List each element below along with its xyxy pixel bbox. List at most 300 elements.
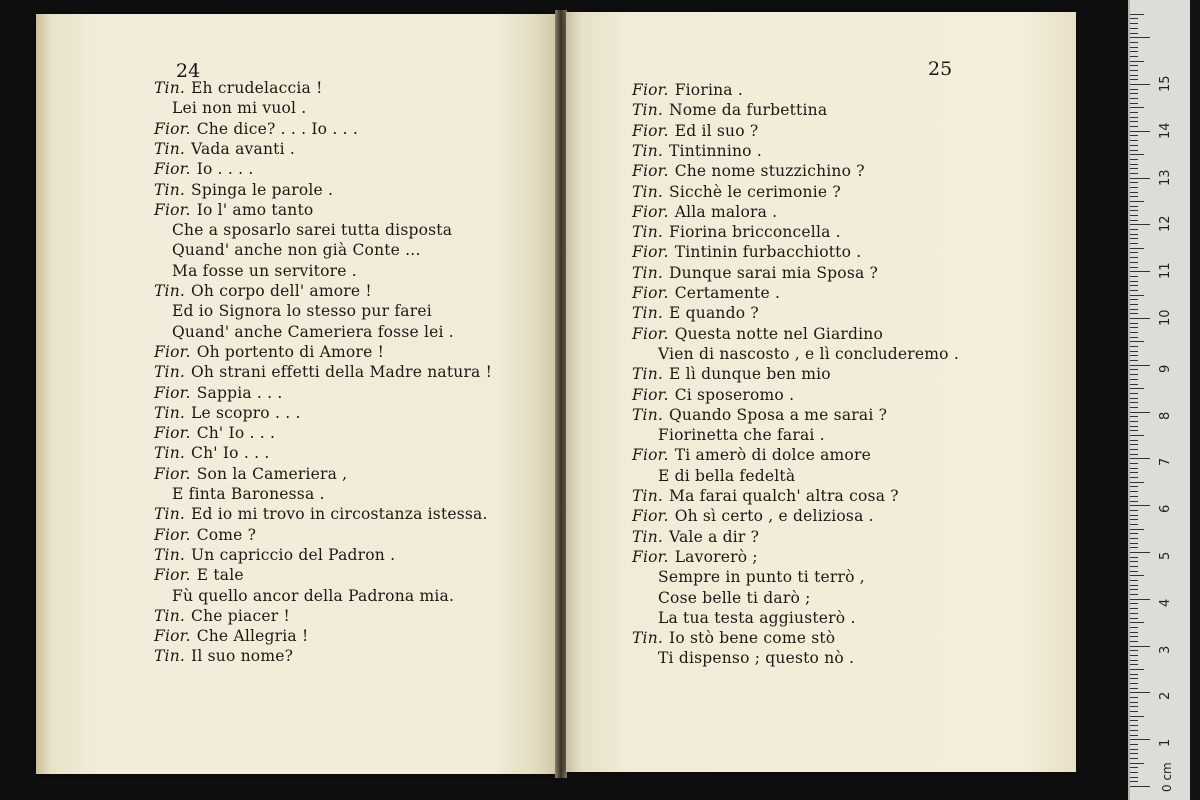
ruler-tick [1130, 365, 1150, 366]
dialogue-text: Dunque sarai mia Sposa ? [669, 263, 879, 282]
left_page-line [36, 403, 557, 423]
ruler-unit-label: 0 cm [1160, 762, 1174, 792]
ruler-tick [1130, 674, 1138, 675]
right_page-line [566, 121, 1076, 141]
ruler-tick [1130, 327, 1138, 328]
ruler-tick [1130, 238, 1138, 239]
ruler-tick [1130, 145, 1138, 146]
dialogue-text: Oh portento di Amore ! [196, 342, 385, 361]
speaker-label: Fior. [632, 284, 669, 302]
ruler-tick [1130, 70, 1138, 71]
ruler-tick [1130, 323, 1138, 324]
speaker-label: Fior. [154, 160, 191, 179]
right_page-line [566, 283, 1076, 303]
ruler-tick [1130, 777, 1138, 778]
dialogue-text: Il suo nome? [191, 647, 294, 666]
ruler-tick [1130, 655, 1138, 656]
ruler-number: 10 [1158, 309, 1173, 326]
speaker-label: Fior. [154, 383, 191, 402]
dialogue-text: Sicchè le cerimonie ? [669, 182, 841, 201]
speaker-label: Fior. [154, 424, 191, 443]
ruler-tick [1130, 257, 1138, 258]
right_page-line [566, 588, 1076, 608]
speaker-label: Tin. [632, 101, 664, 120]
right_page-line [566, 385, 1076, 405]
dialogue-text: E quando ? [669, 304, 759, 323]
ruler-tick [1130, 571, 1138, 572]
ruler-tick [1130, 664, 1138, 665]
speaker-label: Tin. [154, 403, 186, 422]
speaker-label: Fior. [632, 507, 669, 526]
dialogue-text: Vada avanti . [191, 139, 295, 158]
speaker-label: Tin. [154, 444, 186, 463]
left_page-line [36, 646, 557, 666]
ruler-tick [1130, 767, 1138, 768]
right_page-line [566, 303, 1076, 323]
ruler-tick [1130, 561, 1138, 562]
ruler-tick [1130, 786, 1150, 787]
dialogue-text: Come ? [196, 525, 257, 544]
left_page-line [36, 565, 557, 585]
left_page-line [36, 159, 557, 179]
ruler-number: 12 [1158, 215, 1173, 233]
ruler-tick [1130, 126, 1138, 127]
ruler-tick [1130, 454, 1138, 455]
ruler-tick [1130, 37, 1150, 38]
ruler-tick [1130, 781, 1138, 782]
dialogue-text: Che piacer ! [191, 606, 290, 625]
dialogue-text: Le scopro . . . [191, 403, 301, 422]
ruler-number: 4 [1158, 598, 1173, 607]
ruler-tick [1130, 735, 1138, 736]
ruler-tick [1130, 196, 1138, 197]
ruler-tick [1130, 248, 1144, 249]
ruler-tick [1130, 763, 1144, 764]
right-page-number: 25 [928, 58, 953, 80]
ruler-tick [1130, 18, 1138, 19]
dialogue-text: Ci sposeromo . [674, 385, 795, 404]
ruler-tick [1130, 692, 1150, 693]
ruler-tick [1130, 159, 1138, 160]
dialogue-text: Ma fosse un servitore . [172, 261, 357, 280]
ruler-tick [1130, 332, 1138, 333]
ruler-tick [1130, 515, 1138, 516]
right-page [566, 12, 1076, 772]
right_page-line [566, 466, 1076, 486]
dialogue-text: Ed io Signora lo stesso pur farei [172, 302, 432, 321]
left-page [36, 14, 557, 774]
ruler-tick [1130, 402, 1138, 403]
speaker-label: Tin. [632, 527, 664, 546]
right_page-line [566, 567, 1076, 587]
speaker-label: Tin. [154, 363, 186, 382]
ruler-number: 7 [1158, 458, 1173, 467]
right_page-line [566, 100, 1076, 120]
ruler-tick [1130, 379, 1138, 380]
dialogue-text: Io l' amo tanto [196, 200, 314, 219]
ruler-tick [1130, 575, 1144, 576]
right-page-lines [566, 12, 1076, 772]
dialogue-text: Spinga le parole . [191, 180, 334, 199]
ruler-tick [1130, 295, 1144, 296]
ruler-tick [1130, 725, 1138, 726]
dialogue-text: Ti amerò di dolce amore [674, 446, 871, 465]
speaker-label: Fior. [154, 119, 191, 138]
ruler-tick [1130, 594, 1138, 595]
right_page-line [566, 648, 1076, 668]
ruler-tick [1130, 135, 1138, 136]
ruler-tick [1130, 510, 1138, 511]
ruler-tick [1130, 107, 1144, 108]
speaker-label: Tin. [632, 487, 664, 505]
ruler-tick [1130, 557, 1138, 558]
right_page-line [566, 628, 1076, 648]
dialogue-text: Che nome stuzzichino ? [674, 162, 865, 181]
dialogue-text: Sappia . . . [196, 383, 283, 402]
ruler-tick [1130, 702, 1138, 703]
ruler-tick [1130, 739, 1150, 740]
dialogue-text: Alla malora . [674, 202, 778, 221]
left_page-line [36, 423, 557, 443]
ruler-tick [1130, 641, 1138, 642]
speaker-label: Fior. [632, 81, 669, 99]
dialogue-text: Tintinin furbacchiotto . [674, 243, 862, 262]
dialogue-text: Fiorina bricconcella . [669, 223, 841, 242]
ruler-tick [1130, 164, 1138, 165]
speaker-label: Fior. [154, 566, 191, 585]
speaker-label: Tin. [632, 141, 664, 160]
right_page-line [566, 80, 1076, 100]
ruler-tick [1130, 435, 1144, 436]
ruler-tick [1130, 758, 1138, 759]
ruler-tick [1130, 730, 1138, 731]
dialogue-text: Vale a dir ? [669, 527, 760, 546]
left_page-line [36, 342, 557, 362]
ruler-tick [1130, 84, 1150, 85]
ruler-tick [1130, 519, 1138, 520]
dialogue-text: Ch' Io . . . [196, 424, 276, 443]
ruler-number: 1 [1158, 738, 1173, 748]
dialogue-text: Io stò bene come stò [669, 629, 836, 648]
right_page-line [566, 161, 1076, 181]
left_page-line [36, 98, 557, 118]
ruler-tick [1130, 529, 1144, 530]
speaker-label: Fior. [632, 162, 669, 181]
ruler-tick [1130, 416, 1138, 417]
ruler-tick [1130, 252, 1138, 253]
left_page-line [36, 545, 557, 565]
ruler-tick [1130, 444, 1138, 445]
ruler-number: 15 [1158, 75, 1173, 92]
left_page-line [36, 606, 557, 626]
ruler-tick [1130, 650, 1138, 651]
dialogue-text: Ti dispenso ; questo nò . [658, 649, 855, 668]
ruler-tick [1130, 355, 1138, 356]
ruler-tick [1130, 486, 1138, 487]
dialogue-text: Fù quello ancor della Padrona mia. [172, 586, 455, 605]
ruler-number: 11 [1158, 262, 1173, 280]
ruler-tick [1130, 543, 1138, 544]
right_page-line [566, 324, 1076, 344]
ruler-tick [1130, 140, 1138, 141]
speaker-label: Tin. [632, 629, 664, 648]
ruler-tick [1130, 706, 1138, 707]
ruler-tick [1130, 566, 1138, 567]
left_page-line [36, 525, 557, 545]
dialogue-text: Che Allegria ! [196, 627, 309, 646]
ruler-tick [1130, 224, 1150, 225]
ruler-tick [1130, 622, 1144, 623]
ruler-tick [1130, 678, 1138, 679]
dialogue-text: Ma farai qualch' altra cosa ? [669, 487, 899, 505]
dialogue-text: Quando Sposa a me sarai ? [669, 405, 888, 424]
ruler-tick [1130, 173, 1138, 174]
dialogue-text: Oh corpo dell' amore ! [191, 282, 372, 300]
ruler-tick [1130, 360, 1138, 361]
ruler-tick [1130, 56, 1138, 57]
right_page-line [566, 506, 1076, 526]
ruler-tick [1130, 220, 1138, 221]
ruler-number: 8 [1158, 411, 1173, 420]
dialogue-text: Quand' anche Cameriera fosse lei . [172, 322, 454, 341]
ruler-tick [1130, 589, 1138, 590]
dialogue-text: E lì dunque ben mio [669, 365, 831, 384]
speaker-label: Fior. [632, 446, 669, 465]
left_page-line [36, 464, 557, 484]
left_page-line [36, 322, 557, 342]
ruler-tick [1130, 201, 1144, 202]
ruler-tick [1130, 299, 1138, 300]
speaker-label: Tin. [632, 405, 664, 424]
ruler-tick [1130, 304, 1138, 305]
ruler-tick [1130, 749, 1138, 750]
ruler-tick [1130, 65, 1138, 66]
ruler-tick [1130, 618, 1138, 619]
ruler-tick [1130, 262, 1138, 263]
dialogue-text: Quand' anche non già Conte ... [172, 241, 421, 260]
ruler-tick [1130, 547, 1138, 548]
ruler-tick [1130, 23, 1138, 24]
left_page-line [36, 180, 557, 200]
right_page-line [566, 222, 1076, 242]
ruler-tick [1130, 393, 1138, 394]
speaker-label: Tin. [632, 365, 664, 384]
ruler-tick [1130, 285, 1138, 286]
ruler-tick [1130, 505, 1150, 506]
dialogue-text: Lavorerò ; [674, 547, 758, 566]
dialogue-text: E tale [196, 566, 244, 585]
dialogue-text: Che a sposarlo sarei tutta disposta [172, 221, 453, 240]
ruler-tick [1130, 337, 1138, 338]
ruler-tick [1130, 215, 1138, 216]
ruler-tick [1130, 636, 1138, 637]
right_page-line [566, 344, 1076, 364]
ruler-tick [1130, 603, 1138, 604]
speaker-label: Tin. [154, 505, 186, 524]
speaker-label: Tin. [632, 263, 664, 282]
left_page-line [36, 362, 557, 382]
right_page-line [566, 547, 1076, 567]
dialogue-text: E finta Baronessa . [172, 485, 325, 503]
dialogue-text: Io . . . . [196, 160, 254, 179]
left-page-lines [36, 14, 557, 774]
ruler-tick [1130, 271, 1150, 272]
ruler-tick [1130, 430, 1138, 431]
ruler-tick [1130, 440, 1138, 441]
ruler-tick [1130, 374, 1138, 375]
ruler-tick [1130, 234, 1138, 235]
ruler-tick [1130, 524, 1138, 525]
dialogue-text: Sempre in punto ti terrò , [658, 568, 865, 587]
speaker-label: Tin. [154, 606, 186, 625]
ruler-tick [1130, 51, 1138, 52]
left-page-number: 24 [176, 60, 201, 82]
ruler-tick [1130, 229, 1138, 230]
speaker-label: Fior. [632, 385, 669, 404]
ruler-number: 5 [1158, 551, 1173, 560]
ruler-tick [1130, 178, 1150, 179]
ruler-tick [1130, 660, 1138, 661]
right_page-line [566, 242, 1076, 262]
ruler-tick [1130, 192, 1138, 193]
ruler-tick [1130, 580, 1138, 581]
ruler-tick [1130, 341, 1144, 342]
left_page-line [36, 78, 557, 98]
ruler-tick [1130, 98, 1138, 99]
ruler-tick [1130, 496, 1138, 497]
ruler-tick [1130, 79, 1138, 80]
speaker-label: Tin. [632, 223, 664, 242]
ruler-tick [1130, 426, 1138, 427]
ruler-tick [1130, 646, 1150, 647]
ruler-tick [1130, 281, 1138, 282]
ruler-tick [1130, 468, 1138, 469]
ruler-tick [1130, 501, 1138, 502]
dialogue-text: Son la Cameriera , [196, 464, 348, 483]
ruler-tick [1130, 187, 1138, 188]
ruler-tick [1130, 552, 1150, 553]
ruler-tick [1130, 369, 1138, 370]
right_page-line [566, 364, 1076, 384]
ruler-tick [1130, 154, 1144, 155]
right_page-line [566, 425, 1076, 445]
speaker-label: Tin. [154, 545, 186, 564]
speaker-label: Fior. [154, 464, 191, 483]
dialogue-text: La tua testa aggiusterò . [658, 608, 856, 627]
ruler-tick [1130, 697, 1138, 698]
left_page-line [36, 301, 557, 321]
speaker-label: Fior. [632, 202, 669, 221]
left_page-line [36, 240, 557, 260]
ruler-tick [1130, 458, 1150, 459]
speaker-label: Tin. [632, 182, 664, 201]
left_page-line [36, 220, 557, 240]
right_page-line [566, 527, 1076, 547]
right_page-line [566, 486, 1076, 506]
ruler-tick [1130, 482, 1144, 483]
ruler-tick [1130, 14, 1144, 15]
dialogue-text: Cose belle ti darò ; [658, 588, 811, 607]
dialogue-text: Certamente . [674, 284, 781, 302]
dialogue-text: Oh strani effetti della Madre natura ! [191, 363, 493, 382]
dialogue-text: Che dice? . . . Io . . . [196, 119, 358, 138]
left_page-line [36, 443, 557, 463]
left_page-line [36, 626, 557, 646]
ruler-tick [1130, 243, 1138, 244]
ruler-number: 9 [1158, 364, 1173, 373]
ruler-tick [1130, 384, 1138, 385]
ruler-tick [1130, 182, 1138, 183]
ruler-tick [1130, 716, 1144, 717]
dialogue-text: Eh crudelaccia ! [191, 79, 323, 97]
ruler-tick [1130, 421, 1138, 422]
right_page-line [566, 202, 1076, 222]
speaker-label: Fior. [154, 200, 191, 219]
ruler-tick [1130, 477, 1138, 478]
ruler-tick [1130, 720, 1138, 721]
speaker-label: Fior. [632, 121, 669, 140]
ruler-number: 3 [1158, 645, 1173, 654]
right_page-line [566, 182, 1076, 202]
ruler-number: 13 [1158, 169, 1173, 186]
right_page-line [566, 445, 1076, 465]
dialogue-text: Ed il suo ? [674, 121, 759, 140]
ruler-tick [1130, 491, 1138, 492]
left_page-line [36, 383, 557, 403]
ruler-tick [1130, 28, 1138, 29]
dialogue-text: Fiorinetta che farai . [658, 426, 825, 445]
ruler-tick [1130, 117, 1138, 118]
speaker-label: Tin. [154, 180, 186, 199]
ruler-tick [1130, 121, 1138, 122]
dialogue-text: Ed io mi trovo in circostanza istessa. [191, 505, 488, 524]
measurement-ruler [1128, 0, 1192, 800]
ruler-tick [1130, 93, 1138, 94]
dialogue-text: Tintinnino . [669, 141, 762, 160]
speaker-label: Fior. [154, 627, 191, 646]
dialogue-text: Ch' Io . . . [191, 444, 270, 463]
ruler-tick [1130, 388, 1144, 389]
speaker-label: Tin. [154, 647, 186, 666]
ruler-tick [1130, 412, 1150, 413]
ruler-tick [1130, 346, 1138, 347]
ruler-number: 2 [1158, 692, 1173, 701]
ruler-tick [1130, 309, 1138, 310]
left_page-line [36, 139, 557, 159]
ruler-tick [1130, 608, 1138, 609]
dialogue-text: E di bella fedeltà [658, 466, 796, 485]
ruler-tick [1130, 683, 1138, 684]
ruler-tick [1130, 276, 1138, 277]
dialogue-text: Vien di nascosto , e lì concluderemo . [658, 344, 959, 363]
ruler-tick [1130, 33, 1138, 34]
ruler-tick [1130, 112, 1138, 113]
ruler-tick [1130, 772, 1138, 773]
right_page-line [566, 608, 1076, 628]
left_page-line [36, 261, 557, 281]
ruler-tick [1130, 318, 1150, 319]
speaker-label: Tin. [154, 79, 186, 97]
ruler-number: 6 [1158, 504, 1173, 514]
ruler-tick [1130, 47, 1138, 48]
ruler-tick [1130, 632, 1138, 633]
dialogue-text: Oh sì certo , e deliziosa . [674, 507, 874, 526]
ruler-tick [1130, 599, 1150, 600]
left_page-line [36, 281, 557, 301]
ruler-tick [1130, 538, 1138, 539]
ruler-tick [1130, 744, 1138, 745]
ruler-tick [1130, 585, 1138, 586]
